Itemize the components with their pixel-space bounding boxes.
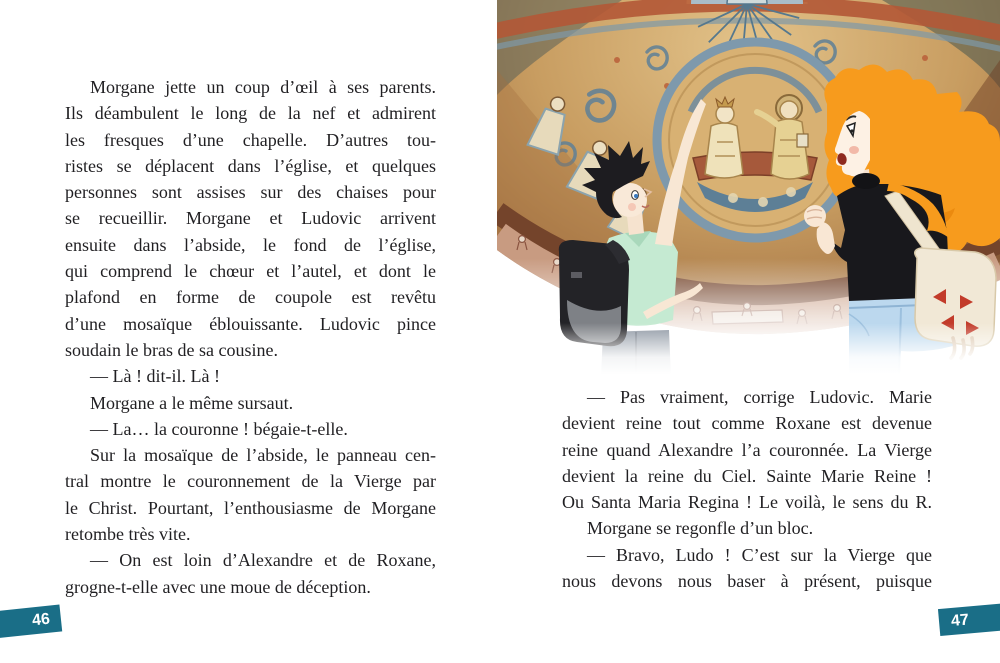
right-page-text-column [562, 384, 932, 594]
text-line: plafond en forme de coupole est revêtu [65, 287, 436, 308]
text-line: Ils déambulent le long de la nef et admirent [65, 103, 436, 124]
text-line: — On est loin d’Alexandre et de Roxane, [90, 550, 436, 571]
text-line: nous devons nous baser à présent, puisque [562, 571, 932, 592]
text-line: les fresques d’une chapelle. D’autres tou- [65, 129, 436, 150]
text-line: Sur la mosaïque de l’abside, le panneau cen- [90, 445, 436, 466]
text-line: Morgane a le même sursaut. [90, 392, 294, 413]
text-line: le Christ. Pourtant, l’enthousiasme de Morgane [65, 497, 436, 518]
text-line: ristes se déplacent dans l’église, et quelques [65, 155, 436, 176]
text-line: soudain le bras de sa cousine. [65, 339, 278, 360]
page-number-right-label: 47 [950, 610, 970, 630]
text-line: personnes sont assises sur des chaises pour [65, 182, 436, 203]
page-number-right [938, 603, 1000, 636]
text-line: — Là ! dit-il. Là ! [90, 366, 220, 387]
text-line: — La… la couronne ! bégaie-t-elle. [90, 418, 348, 439]
text-line: grogne-t-elle avec une moue de déception. [65, 576, 371, 597]
bottom-white-fade [497, 0, 1000, 380]
text-line: Morgane se regonfle d’un bloc. [587, 518, 814, 539]
text-line: devient la reine du Ciel. Sainte Marie Reine ! [562, 465, 932, 486]
text-line: ensuite dans l’abside, le fond de l’église, [65, 234, 436, 255]
text-line: devient reine tout comme Roxane est devenue [562, 413, 932, 434]
text-line: Morgane jette un coup d’œil à ses parents. [90, 77, 436, 97]
text-line: — Bravo, Ludo ! C’est sur la Vierge que [587, 544, 932, 565]
text-line: retombe très vite. [65, 524, 191, 545]
text-line: Ou Santa Maria Regina ! Le voilà, le sens du R. [562, 492, 932, 513]
left-page-text-column [65, 74, 436, 600]
text-line: se recueillir. Morgane et Ludovic arrivent [65, 208, 436, 229]
text-line: d’une mosaïque éblouissante. Ludovic pince [65, 313, 436, 334]
text-line: reine quand Alexandre l’a couronnée. La Vierge [562, 439, 932, 460]
text-line: tral montre le couronnement de la Vierge par [65, 471, 436, 492]
illustration-apse-mosaic [497, 0, 1000, 380]
text-line: qui comprend le chœur et l’autel, et dont le [65, 261, 436, 282]
page-number-left-label: 46 [31, 610, 51, 629]
page-number-left [0, 604, 62, 638]
text-line: — Pas vraiment, corrige Ludovic. Marie [587, 387, 932, 407]
